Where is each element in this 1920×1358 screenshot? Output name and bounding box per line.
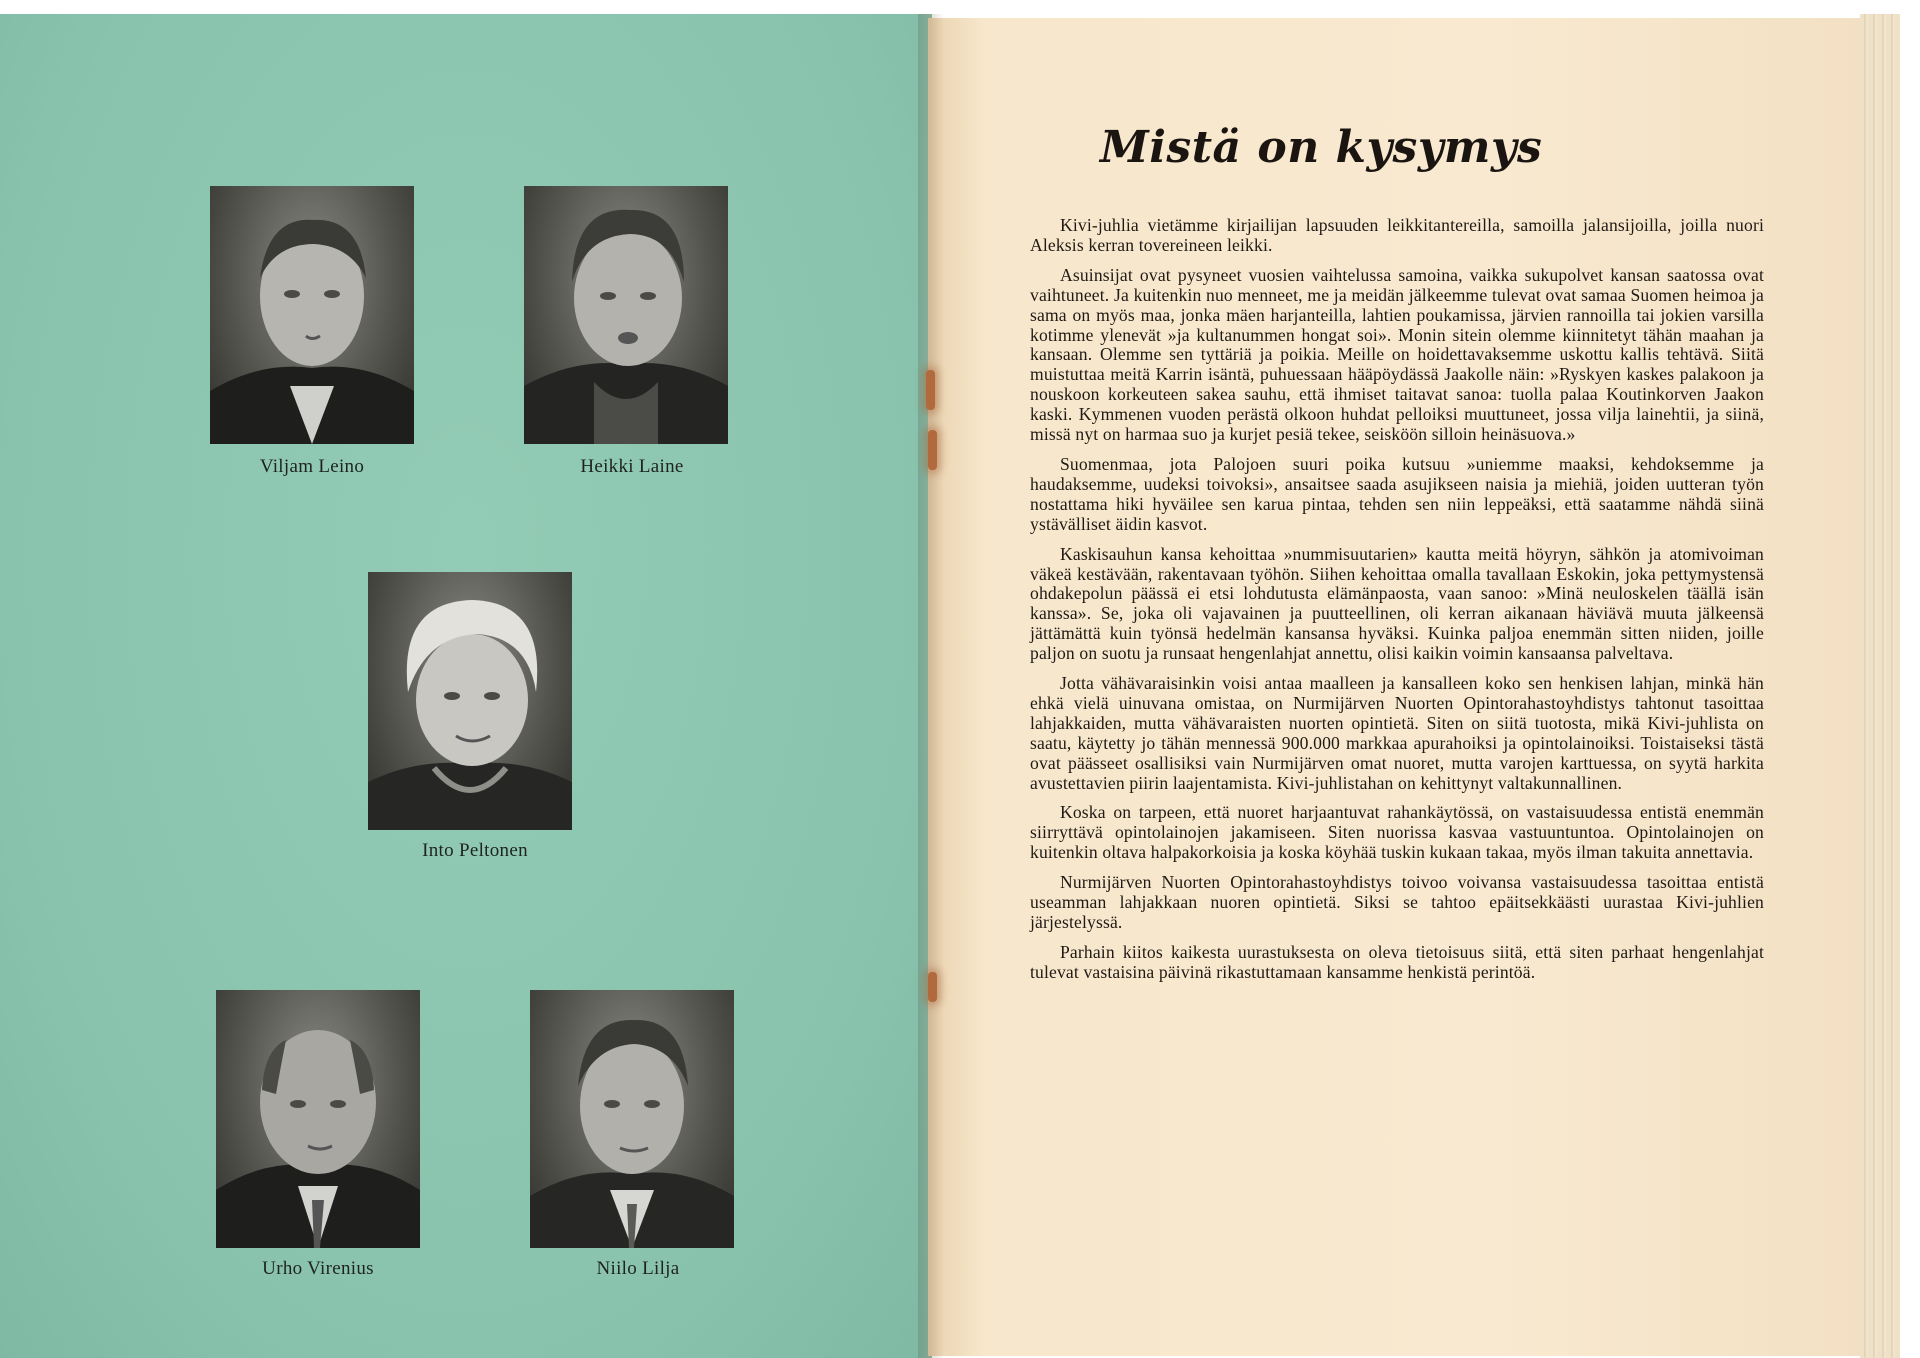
portrait-photo-heikki-laine (524, 186, 728, 444)
portrait-caption: Heikki Laine (580, 456, 684, 477)
staple-middle (928, 430, 937, 470)
article-paragraph: Suomenmaa, jota Palojoen suuri poika kutsuu »uniemme maaksi, kehdoksemme ja haudaksemme, uudeksi toivoksi», ansaitsee saada asujikseen naisia ja miehiä, joiden uutteran työn nostattama hiki hyväilee sen karua pintaa, tehden sen niin leppeäksi, että saatamme nähdä siinä ystävälliset äidin kasvot. (1030, 453, 1764, 534)
portrait-caption: Urho Virenius (262, 1258, 374, 1279)
article-paragraph: Koska on tarpeen, että nuoret harjaantuvat rahankäytössä, on vastaisuudessa entistä enemmän siirryttävä opintolainojen jakamiseen. Siten nuorissa kasvaa vastuuntuntoa. Opintolainojen on kuitenkin oltava halpakorkoisia ja koska köyhää tuskin kukaan takaa, myös ilman takuita annettavia. (1030, 802, 1764, 863)
article-paragraph: Jotta vähävaraisinkin voisi antaa maalleen ja kansalleen koko sen henkisen lahjan, minkä hän ehkä vielä uinuvana omistaa, on Nurmijärven Nuorten Opintorahastoyhdistys tahtonut tasoittaa lahjakkaiden, mutta vähävaraisten nuorten opintietä. Siten on siitä tuotosta, mikä Kivi-juhlista on saatu, käytetty jo tähän mennessä 900.000 markkaa apurahoiksi ja opintolainoiksi. Toistaiseksi tästä ovat päässeet osallisiksi vain Nurmijärven omat nuoret, mutta varojen karttuessa, on syytä harkita avustettavien piirin laajentamista. Kivi-juhlistahan on kehittynyt valtakunnallinen. (1030, 673, 1764, 793)
spine-shadow (918, 14, 944, 1358)
article-paragraph: Asuinsijat ovat pysyneet vuosien vaihtelussa samoina, vaikka sukupolvet kansan saatossa ovat vaihtuneet. Ja kuitenkin nuo menneet, me ja meidän jälkeemme tulevat ovat samaa Suomen heimoa ja sama on myös maa, jonka mäen harjanteilla, lahtien poukamissa, järvien rannoilla tai jokien varsilla kotimme ylenevät »ja kultanummen hongat soi». Monin sitein olemme kiinnitetyt tähän maahan ja kansaan. Olemme sen tyttäriä ja poikia. Meille on hoidettavaksemme uskottu kallis tehtävä. Siitä muistuttaa meitä Karrin isäntä, puhuessaan hääpöydässä Jaakolle näin: »Ryskyen kaskes palakoon ja nouskoon korkeuteen sakea sauhu, että ihmiset taitavat sanoa: tuolla palaa Koutinkorven Jaakon kaski. Kymmenen vuoden perästä olkoon huhdat pelloiksi muuttuneet, jossa vilja lainehtii, ja siinä, missä nyt on harmaa suo ja kurjet pesiä tekee, seisköön silloin heinäsuova.» (1030, 264, 1764, 445)
portrait-photo-viljam-leino (210, 186, 414, 444)
portrait-caption: Niilo Lilja (596, 1258, 680, 1279)
article-title: Mistä on kysymys (1100, 122, 1543, 173)
woman-portrait-icon (368, 572, 572, 830)
staple-top (926, 370, 935, 410)
article-body (1030, 216, 1764, 993)
man-portrait-icon (524, 186, 728, 444)
article-paragraph: Nurmijärven Nuorten Opintorahastoyhdistys toivoo voivansa vastaisuudessa tasoittaa entistä useamman lahjakkaan nuoren opintietä. Siksi se tahtoo epäitsekkäästi uurastaa Kivi-juhlien järjestelyssä. (1030, 872, 1764, 932)
article-paragraph: Parhain kiitos kaikesta uurastuksesta on oleva tietoisuus siitä, että siten parhaat hengenlahjat tulevat vastaisina päivinä rikastuttamaan kansamme henkistä perintöä. (1030, 941, 1764, 982)
man-portrait-icon (216, 990, 420, 1248)
portrait-photo-urho-virenius (216, 990, 420, 1248)
portrait-caption: Into Peltonen (422, 840, 528, 861)
man-portrait-icon (530, 990, 734, 1248)
portrait-photo-into-peltonen (368, 572, 572, 830)
man-portrait-icon (210, 186, 414, 444)
article-paragraph: Kaskisauhun kansa kehoittaa »nummisuutarien» kautta meitä höyryn, sähkön ja atomivoiman väkeä kestävään, rakentavaan työhön. Siihen kehoittaa omalla tavallaan Eskokin, joka pettymystensä ohdakepolun päässä ei etsi lohdutusta elämänpaosta, vaan sanoo: »Minä neuloskelen täällä isän kanssa». Se, joka oli vajavainen ja puutteellinen, oli kerran aikanaan häviävä muuta jälkeensä jättämättä kuin työnsä hedelmän kansansa hyväksi. Kuinka paljoa enemmän sitten niiden, joille paljon on suotu ja runsaat hengenlahjat annettu, olisi kaikin voimin kansaansa palveltava. (1030, 543, 1764, 664)
page-edges (1860, 14, 1900, 1358)
portrait-photo-niilo-lilja (530, 990, 734, 1248)
portrait-caption: Viljam Leino (259, 456, 365, 477)
staple-bottom (928, 972, 937, 1002)
article-paragraph: Kivi-juhlia vietämme kirjailijan lapsuuden leikkitantereilla, samoilla jalansijoilla, joilla nuori Aleksis kerran tovereineen leikki. (1030, 215, 1764, 255)
